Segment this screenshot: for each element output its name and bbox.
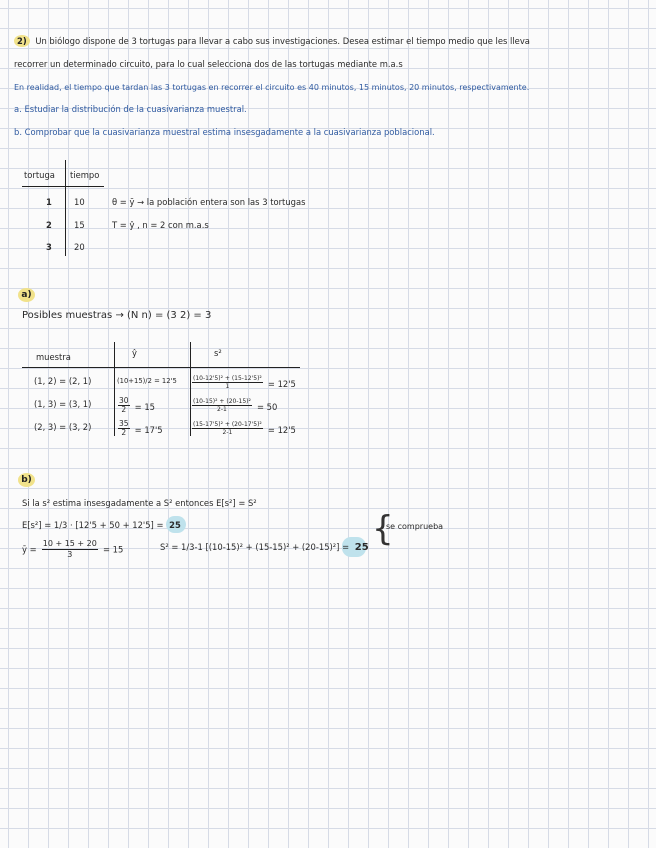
sample-row-2-s2-val: = 50 [256, 402, 278, 412]
sample-row-1-mean: (10+15)/2 = 12'5 [117, 377, 177, 385]
samples-header-mean: ŷ [132, 348, 137, 358]
problem-line-1: Un biólogo dispone de 3 tortugas para llevar a cabo sus investigaciones. Desea estimar el tiempo medio que les lleva [35, 36, 530, 46]
sample-row-3-mean-val: = 17'5 [134, 425, 163, 435]
table-cell-tiempo-3: 20 [74, 242, 85, 252]
part-a-badge: a) [18, 288, 35, 302]
sample-row-2-mean-val: = 15 [134, 402, 155, 412]
problem-number-badge: 2) [14, 35, 30, 47]
table-header-tiempo: tiempo [70, 170, 100, 180]
part-b-badge: b) [18, 473, 35, 487]
table-cell-tiempo-2: 15 [74, 220, 85, 230]
sample-row-3-mean-den: 2 [121, 428, 127, 437]
S2-formula: S² = 1/3-1 [(10-15)² + (15-15)² + (20-15)²] = [160, 542, 350, 552]
sample-row-2-mean [118, 395, 155, 414]
S2-line [160, 542, 369, 553]
samples-header-muestra: muestra [36, 352, 71, 362]
sample-row-2-mean-num: 30 [119, 396, 129, 405]
sample-row-3-mean [118, 418, 163, 437]
mean-denominator: 3 [67, 550, 73, 559]
conclusion-brace: { [372, 509, 394, 549]
samples-header-s2: s² [214, 348, 222, 358]
sample-row-1-s2-num: (10-12'5)² + (15-12'5)² [193, 375, 262, 382]
problem-line-2: recorrer un determinado circuito, para lo cual selecciona dos de las tortugas mediante m.a.s [14, 59, 403, 69]
problem-line-4: a. Estudiar la distribución de la cuasivarianza muestral. [14, 104, 247, 114]
sample-row-1-s2 [192, 372, 296, 391]
sample-row-3-muestra: (2, 3) = (3, 2) [34, 422, 92, 432]
sample-row-2-s2-den: 2-1 [217, 406, 227, 413]
table-cell-tiempo-1: 10 [74, 197, 85, 207]
mean-line [22, 539, 123, 560]
mean-lhs: ȳ = [22, 544, 37, 555]
table-cell-tortuga-3: 3 [46, 242, 52, 252]
samples-header-underline [22, 367, 300, 368]
sample-row-1-muestra: (1, 2) = (2, 1) [34, 376, 92, 386]
sample-row-3-s2-val: = 12'5 [267, 425, 296, 435]
table-header-tortuga: tortuga [24, 170, 55, 180]
table-cell-tortuga-1: 1 [46, 197, 52, 207]
mean-rhs: = 15 [102, 544, 124, 555]
table-cell-tortuga-2: 2 [46, 220, 52, 230]
theta-note: θ = ȳ → la población entera son las 3 tortugas [112, 197, 306, 207]
part-b-statement: Si la s² estima insesgadamente a S² entonces E[s²] = S² [22, 498, 257, 508]
samples-divider-2 [190, 342, 191, 436]
sample-row-2-s2-num: (10-15)² + (20-15)² [193, 398, 251, 405]
sample-row-1-s2-den: 1 [225, 383, 230, 390]
possible-samples: Posibles muestras → (N n) = (3 2) = 3 [22, 310, 212, 321]
sample-row-2-muestra: (1, 3) = (3, 1) [34, 399, 92, 409]
samples-divider-1 [114, 342, 115, 436]
sample-row-1-s2-val: = 12'5 [267, 379, 296, 389]
expectation-formula: E[s²] = 1/3 · [12'5 + 50 + 12'5] = [22, 520, 164, 530]
estimator-note: T = ŷ , n = 2 con m.a.s [112, 220, 209, 230]
problem-statement [14, 35, 530, 47]
sample-row-3-s2-num: (15-17'5)² + (20-17'5)² [193, 421, 262, 428]
expectation-result: 25 [169, 520, 181, 530]
sample-row-3-mean-num: 35 [119, 419, 129, 428]
sample-row-3-s2-den: 2-1 [222, 429, 233, 436]
problem-line-3: En realidad, el tiempo que tardan las 3 tortugas en recorrer el circuito es 40 minutos, 15 minutos, 20 minutos, respectivamente. [14, 83, 530, 92]
sample-row-2-s2 [192, 395, 277, 414]
sample-row-2-mean-den: 2 [121, 405, 127, 414]
table-header-underline [22, 186, 104, 187]
sample-row-3-s2 [192, 418, 296, 437]
problem-line-5: b. Comprobar que la cuasivarianza muestral estima insesgadamente a la cuasivarianza poblacional. [14, 127, 435, 137]
table-vertical-divider [65, 160, 66, 256]
conclusion-text: se comprueba [386, 522, 444, 531]
S2-result: 25 [354, 542, 369, 553]
mean-numerator: 10 + 15 + 20 [42, 539, 97, 548]
expectation-line [22, 520, 181, 530]
